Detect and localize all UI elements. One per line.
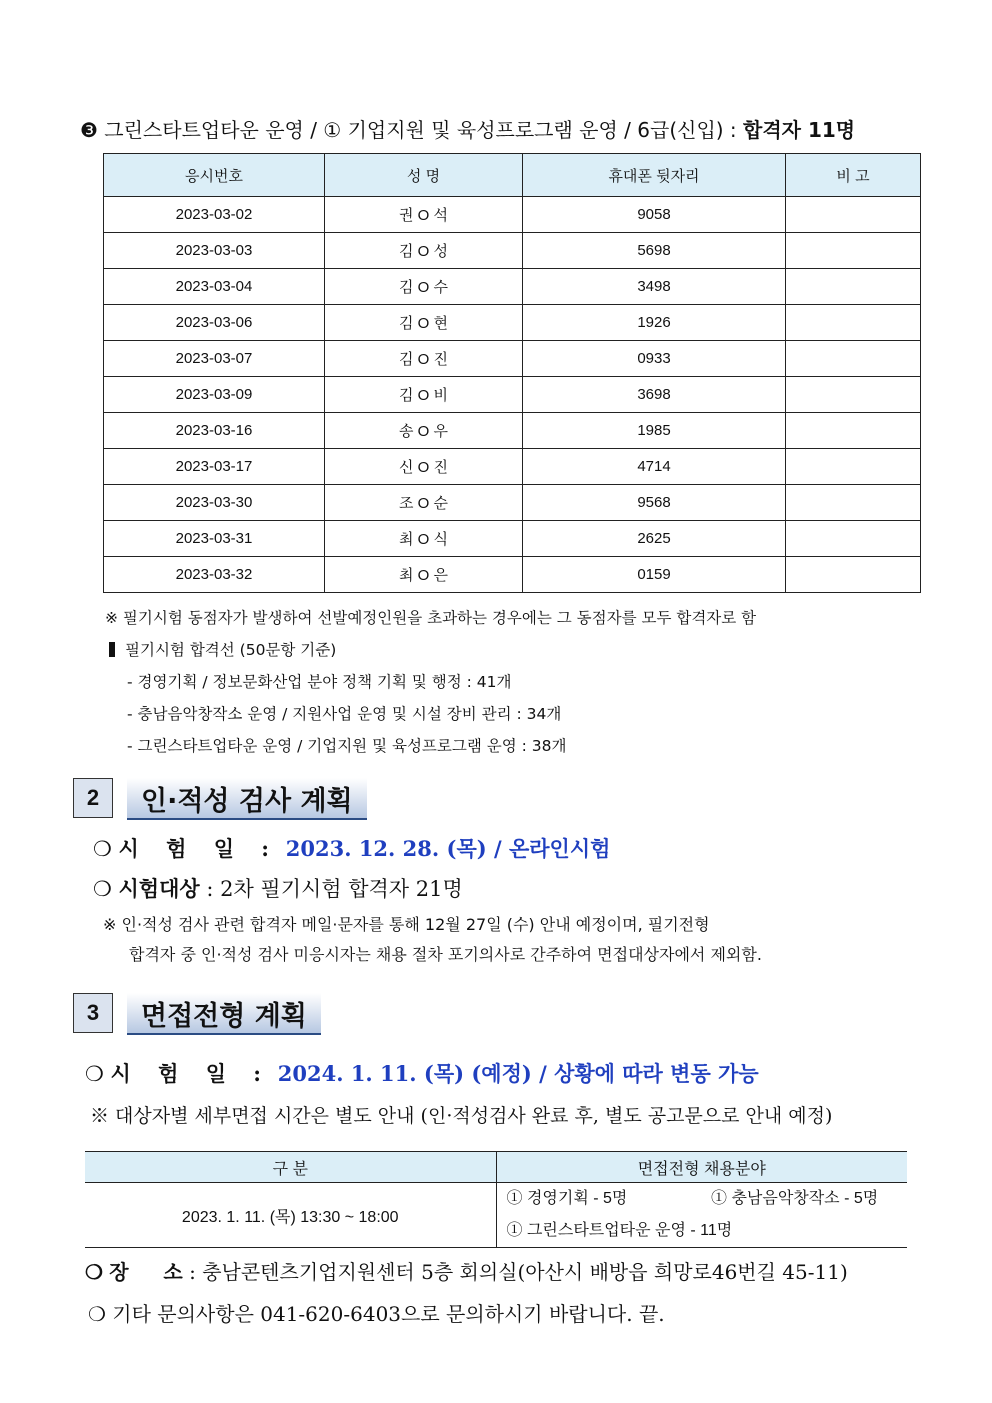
section-3-number: 3	[73, 993, 113, 1033]
table-row	[104, 377, 921, 413]
cell-exam-no: 2023-03-03	[104, 233, 325, 269]
circle-bullet-icon: ❍	[88, 1302, 106, 1326]
cell-name: 권 O 석	[325, 197, 523, 233]
section-3-date-line	[85, 1058, 759, 1088]
place-label: 장 소	[109, 1260, 183, 1284]
cell-remark	[786, 305, 921, 341]
section-2-heading	[73, 778, 367, 820]
square-bullet-icon	[109, 642, 115, 657]
table-row	[104, 197, 921, 233]
cell-phone: 4714	[523, 449, 786, 485]
cell-phone: 3698	[523, 377, 786, 413]
place-value: : 충남콘텐츠기업지원센터 5층 회의실(아산시 배방읍 희망로46번길 45-11)	[182, 1260, 848, 1284]
table-row	[104, 449, 921, 485]
notes-block	[105, 602, 756, 762]
cell-exam-no: 2023-03-02	[104, 197, 325, 233]
section-3-heading	[73, 993, 321, 1035]
cell-remark	[786, 269, 921, 305]
section-2-number: 2	[73, 778, 113, 818]
cell-exam-no: 2023-03-16	[104, 413, 325, 449]
cell-name: 송 O 우	[325, 413, 523, 449]
cell-phone: 1985	[523, 413, 786, 449]
table-row	[104, 485, 921, 521]
cell-phone: 2625	[523, 521, 786, 557]
col-header-category: 구 분	[85, 1152, 496, 1183]
cell-phone: 9568	[523, 485, 786, 521]
section-3-note: ※ 대상자별 세부면접 시간은 별도 안내 (인·적성검사 완료 후, 별도 공고문으로 안내 예정)	[90, 1105, 833, 1127]
section-header-green-startup	[80, 114, 855, 143]
cell-phone: 3498	[523, 269, 786, 305]
target-value: : 2차 필기시험 합격자 21명	[199, 877, 463, 901]
table-row	[104, 233, 921, 269]
interview-fields	[496, 1183, 907, 1248]
col-header-exam-no: 응시번호	[104, 154, 325, 197]
cell-phone: 0933	[523, 341, 786, 377]
section-bullet: ❸	[80, 118, 98, 142]
table-row	[104, 305, 921, 341]
cell-phone: 5698	[523, 233, 786, 269]
cell-phone: 9058	[523, 197, 786, 233]
cell-name: 김 O 성	[325, 233, 523, 269]
col-header-phone: 휴대폰 뒷자리	[523, 154, 786, 197]
cell-name: 최 O 은	[325, 557, 523, 593]
cutline-title: 필기시험 합격선 (50문항 기준)	[125, 641, 337, 659]
pass-count: 합격자 11명	[743, 118, 856, 142]
table-row	[104, 413, 921, 449]
date-label: 시 험 일 :	[110, 1061, 272, 1086]
cell-name: 김 O 현	[325, 305, 523, 341]
date-value: 2024. 1. 11. (목) (예정) / 상황에 따라 변동 가능	[277, 1061, 759, 1086]
cell-name: 조 O 순	[325, 485, 523, 521]
target-label: 시험대상	[118, 876, 200, 901]
contact-text: 기타 문의사항은 041-620-6403으로 문의하시기 바랍니다. 끝.	[112, 1302, 665, 1326]
cell-exam-no: 2023-03-30	[104, 485, 325, 521]
section-2-note	[103, 910, 921, 970]
col-header-remark: 비 고	[786, 154, 921, 197]
cell-exam-no: 2023-03-31	[104, 521, 325, 557]
cell-remark	[786, 449, 921, 485]
cell-remark	[786, 521, 921, 557]
col-header-name: 성 명	[325, 154, 523, 197]
cell-remark	[786, 557, 921, 593]
cell-name: 신 O 진	[325, 449, 523, 485]
table-row	[104, 521, 921, 557]
cell-exam-no: 2023-03-32	[104, 557, 325, 593]
field-item: ① 충남음악창작소 - 5명	[711, 1190, 879, 1207]
note-line: ※ 인·적성 검사 관련 합격자 메일·문자를 통해 12월 27일 (수) 안내 예정이며, 필기전형	[103, 915, 710, 934]
cell-exam-no: 2023-03-17	[104, 449, 325, 485]
section-2-title: 인·적성 검사 계획	[127, 778, 367, 820]
field-item: ① 경영기획 - 5명	[506, 1190, 628, 1207]
circle-bullet-icon: ❍	[85, 1062, 104, 1086]
section-2-date-line	[93, 833, 610, 863]
section-3-title: 면접전형 계획	[127, 993, 321, 1035]
cutline-item: - 경영기획 / 정보문화산업 분야 정책 기획 및 행정 : 41개	[127, 673, 512, 691]
cell-name: 김 O 수	[325, 269, 523, 305]
cell-exam-no: 2023-03-06	[104, 305, 325, 341]
place-line	[85, 1256, 848, 1285]
cell-remark	[786, 413, 921, 449]
note-line: 합격자 중 인·적성 검사 미응시자는 채용 절차 포기의사로 간주하여 면접대상자에서 제외함.	[129, 945, 762, 964]
cell-remark	[786, 197, 921, 233]
cell-remark	[786, 377, 921, 413]
section-header-text: 그린스타트업타운 운영 / ① 기업지원 및 육성프로그램 운영 / 6급(신입) :	[97, 118, 744, 142]
cell-remark	[786, 233, 921, 269]
cell-name: 김 O 진	[325, 341, 523, 377]
section-2-target-line	[93, 873, 463, 903]
table-row	[104, 269, 921, 305]
circle-bullet-icon: ❍	[85, 1260, 103, 1284]
table-row	[104, 557, 921, 593]
table-header-row	[104, 154, 921, 197]
cutline-item: - 충남음악창작소 운영 / 지원사업 운영 및 시설 장비 관리 : 34개	[127, 705, 562, 723]
cell-exam-no: 2023-03-09	[104, 377, 325, 413]
col-header-field: 면접전형 채용분야	[496, 1152, 907, 1183]
contact-line	[88, 1298, 665, 1327]
interview-table	[85, 1151, 907, 1248]
table-header-row	[85, 1152, 907, 1183]
field-item: ① 그린스타트업타운 운영 - 11명	[506, 1222, 733, 1239]
cell-remark	[786, 341, 921, 377]
cell-remark	[786, 485, 921, 521]
cell-exam-no: 2023-03-04	[104, 269, 325, 305]
circle-bullet-icon: ❍	[93, 837, 112, 861]
cell-exam-no: 2023-03-07	[104, 341, 325, 377]
table-row	[104, 341, 921, 377]
tie-note: ※ 필기시험 동점자가 발생하여 선발예정인원을 초과하는 경우에는 그 동점자를 모두 합격자로 함	[105, 609, 757, 627]
interview-time: 2023. 1. 11. (목) 13:30 ~ 18:00	[85, 1183, 496, 1248]
cell-name: 최 O 식	[325, 521, 523, 557]
cell-phone: 0159	[523, 557, 786, 593]
cell-phone: 1926	[523, 305, 786, 341]
table-row	[85, 1183, 907, 1248]
cutline-title-row	[105, 634, 756, 666]
cell-name: 김 O 비	[325, 377, 523, 413]
circle-bullet-icon: ❍	[93, 877, 112, 901]
date-value: 2023. 12. 28. (목) / 온라인시험	[285, 836, 611, 861]
cutline-item: - 그린스타트업타운 운영 / 기업지원 및 육성프로그램 운영 : 38개	[127, 737, 567, 755]
passer-table	[103, 153, 921, 593]
date-label: 시 험 일 :	[118, 836, 280, 861]
